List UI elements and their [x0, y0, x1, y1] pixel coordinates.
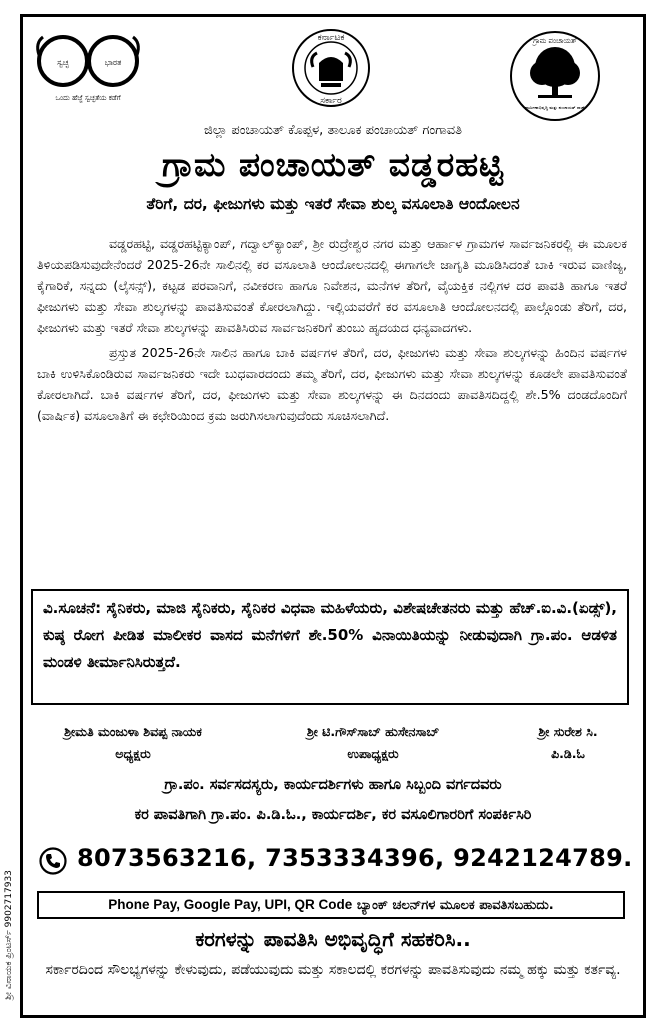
- signatory-role: ಅಧ್ಯಕ್ಷರು: [115, 746, 151, 761]
- signatory-role: ಪಿ.ಡಿ.ಓ: [551, 746, 585, 761]
- signatory-vice-president: [263, 721, 483, 765]
- panchayat-logo-bottom: ಗ್ರಾಮೀಣಾಭಿವೃದ್ಧಿ ಮತ್ತು ಪಂಚಾಯತ್ ರಾಜ್: [525, 105, 585, 110]
- swachh-tagline: ಒಂದು ಹೆಜ್ಜೆ ಸ್ವಚ್ಛತೆಯ ಕಡೆಗೆ: [55, 94, 121, 102]
- payment-methods-box: [37, 891, 625, 919]
- signatory-president: [43, 721, 223, 765]
- notice-page: [20, 14, 646, 1018]
- signatory-pdo: [503, 721, 633, 765]
- bharat-word: ಭಾರತ: [104, 58, 122, 67]
- swachh-bharat-logo: [33, 31, 143, 109]
- phone-numbers: 8073563216, 7353334396, 9242124789.: [77, 844, 633, 872]
- karnataka-emblem: [291, 23, 371, 113]
- tree-icon: [508, 29, 602, 123]
- signatory-name: ಶ್ರೀ ಸುರೇಶ ಸಿ.: [538, 724, 598, 739]
- page-subtitle: ತೆರಿಗೆ, ದರ, ಫೀಜುಗಳು ಮತ್ತು ಇತರೆ ಸೇವಾ ಶುಲ್ಕ ವಸೂಲಾತಿ ಆಂದೋಲನ: [146, 195, 520, 213]
- footer-text: ಸರ್ಕಾರದಿಂದ ಸೌಲಭ್ಯಗಳನ್ನು ಕೇಳುವುದು, ಪಡೆಯುವುದು ಮತ್ತು ಸಕಾಲದಲ್ಲಿ ಕರಗಳನ್ನು ಪಾವತಿಸುವುದು ನಮ್ಮ ಹಕ್ಕು ಮತ್ತು ಕರ್ತವ್ಯ.: [45, 962, 621, 978]
- slogan: ಕರಗಳನ್ನು ಪಾವತಿಸಿ ಅಭಿವೃದ್ಧಿಗೆ ಸಹಕರಿಸಿ..: [195, 927, 471, 951]
- emblem-bottom-text: ಸರ್ಕಾರ: [320, 96, 342, 106]
- page-title: ಗ್ರಾಮ ಪಂಚಾಯತ್ ವಡ್ಡರಹಟ್ಟಿ: [162, 145, 504, 184]
- printer-credit-strip: [2, 850, 16, 1020]
- phone-numbers-row: [33, 841, 633, 881]
- payment-text: ಬ್ಯಾಂಕ್ ಚಲನ್‌ಗಳ ಮೂಲಕ ಪಾವತಿಸಬಹುದು.: [356, 898, 554, 913]
- body-paragraph-2: ಪ್ರಸ್ತುತ 2025-26ನೇ ಸಾಲಿನ ಹಾಗೂ ಬಾಕಿ ವರ್ಷಗಳ ತೆರಿಗೆ, ದರ, ಫೀಜುಗಳು ಮತ್ತು ಸೇವಾ ಶುಲ್ಕಗಳನ್ನು ಹಿಂದಿನ ವರ್ಷಗಳ ಬಾಕಿ ಉಳಿಸಿಕೊಂಡಿರುವ ಸಾರ್ವಜನಿಕರು ಇದೇ ಬುಧವಾರದಂದು ತಮ್ಮ ತೆರಿಗೆ, ದರ, ಫೀಜುಗಳು ಮತ್ತು ಸೇವಾ ಶುಲ್ಕಗಳನ್ನು ಕೂಡಲೇ ಪಾವತಿಸುವಂತೆ ಕೋರಲಾಗಿದೆ. ಬಾಕಿ ವರ್ಷಗಳ ತೆರಿಗೆ, ದರ, ಫೀಜುಗಳು ಮತ್ತು ಸೇವಾ ಶುಲ್ಕಗಳನ್ನು ಈ ದಿನದಂದು ಪಾವತಿಸದಿದ್ದಲ್ಲಿ ಶೇ.5% ದಂಡದೊಂದಿಗೆ (ವಾರ್ಷಿಕ) ವಸೂಲಾತಿಗೆ ಈ ಕಛೇರಿಯಿಂದ ಕ್ರಮ ಜರುಗಿಸಲಾಗುವುದೆಂದು ಸೂಚಿಸಲಾಗಿದೆ.: [37, 345, 627, 423]
- grama-panchayat-logo: [508, 29, 602, 123]
- signatory-name: ಶ್ರೀ ಟಿ.ಗೌಸ್‌ಸಾಬ್ ಹುಸೇನಸಾಬ್: [306, 724, 440, 739]
- payment-methods: Phone Pay, Google Pay, UPI, QR Code: [108, 897, 353, 912]
- special-notice-box: ವಿ.ಸೂಚನೆ: ಸೈನಿಕರು, ಮಾಜಿ ಸೈನಿಕರು, ಸೈನಿಕರ ವಿಧವಾ ಮಹಿಳೆಯರು, ವಿಶೇಷಚೇತನರು ಮತ್ತು ಹೆಚ್.ಐ.ವಿ.(ಏಡ್ಸ್), ಕುಷ್ಠ ರೋಗ ಪೀಡಿತ ಮಾಲೀಕರ ವಾಸದ ಮನೆಗಳಿಗೆ ಶೇ.50% ವಿನಾಯಿತಿಯನ್ನು ನೀಡುವುದಾಗಿ ಗ್ರಾ.ಪಂ. ಆಡಳಿತ ಮಂಡಳಿ ತೀರ್ಮಾನಿಸಿರುತ್ತದೆ.: [31, 589, 629, 705]
- signatory-role: ಉಪಾಧ್ಯಕ್ಷರು: [347, 746, 399, 761]
- printer-credit-text: ಶ್ರೀ ವಿನಾಯಕ ಪ್ರಿಂಟರ್ಸ್ 9902717933: [4, 870, 14, 1000]
- swachh-word: ಸ್ವಚ್ಛ: [57, 58, 69, 67]
- phone-icon: [39, 847, 67, 875]
- emblem-top-text: ಕರ್ನಾಟಕ: [317, 33, 345, 43]
- spectacles-icon: [33, 31, 143, 93]
- body-paragraph-1: ವಡ್ಡರಹಟ್ಟಿ, ವಡ್ಡರಹಟ್ಟಿಕ್ಯಾಂಪ್, ಗದ್ವಾಲ್‌ಕ್ಯಾಂಪ್, ಶ್ರೀ ರುದ್ರೇಶ್ವರ ನಗರ ಮತ್ತು ಆರ್ಹಾಳ ಗ್ರಾಮಗಳ ಸಾರ್ವಜನಿಕರಲ್ಲಿ ಈ ಮೂಲಕ ತಿಳಿಯಪಡಿಸುವುದೇನೆಂದರೆ 2025-26ನೇ ಸಾಲಿನಲ್ಲಿ ಕರ ವಸೂಲಾತಿ ಆಂದೋಲನದಲ್ಲಿ ಈಗಾಗಲೇ ಜಾಗೃತಿ ಮೂಡಿಸಿದಂತೆ ಬಾಕಿ ಇರುವ ವಾಣಿಜ್ಯ, ಕೈಗಾರಿಕೆ, ಸನ್ನದು (ಲೈಸನ್ಸ್), ಕಟ್ಟಡ ಪರವಾನಿಗೆ, ನವೀಕರಣ ಹಾಗೂ ನಿವೇಶನ, ಮನೆಗಳ ತೆರಿಗೆ, ವೈಯಕ್ತಿಕ ನಲ್ಲಿಗಳ ದರ ಪಾವತಿ ಹಾಗೂ ಇತರೆ ಫೀಜುಗಳು ಮತ್ತು ಸೇವಾ ಶುಲ್ಕಗಳನ್ನು ಪಾವತಿಸುವಂತೆ ಕೋರಲಾಗಿದ್ದು. ಇಲ್ಲಿಯವರೆಗೆ ಕರ ವಸೂಲಾತಿ ಆಂದೋಲನದಲ್ಲಿ ಪಾಲ್ಗೊಂಡು ತೆರಿಗೆ, ದರ, ಫೀಜುಗಳು ಮತ್ತು ಇತರೆ ಸೇವಾ ಶುಲ್ಕಗಳನ್ನು ಪಾವತಿಸಿರುವ ಸಾರ್ವಜನಿಕರಿಗೆ ತುಂಬು ಹೃದಯದ ಧನ್ಯವಾದಗಳು.: [37, 236, 627, 335]
- emblem-icon: [291, 23, 371, 113]
- contact-line: ಕರ ಪಾವತಿಗಾಗಿ ಗ್ರಾ.ಪಂ. ಪಿ.ಡಿ.ಓ., ಕಾರ್ಯದರ್ಶಿ, ಕರ ವಸೂಲಿಗಾರರಿಗೆ ಸಂಪರ್ಕಿಸಿರಿ: [134, 807, 532, 823]
- notice-body: [37, 233, 627, 430]
- logo-row: [23, 17, 643, 115]
- members-line: ಗ್ರಾ.ಪಂ. ಸರ್ವಸದಸ್ಯರು, ಕಾರ್ಯದರ್ಶಿಗಳು ಹಾಗೂ ಸಿಬ್ಬಂದಿ ವರ್ಗದವರು: [164, 777, 502, 793]
- panchayat-logo-top: ಗ್ರಾಮ ಪಂಚಾಯತ್: [533, 37, 577, 45]
- district-line: ಜಿಲ್ಲಾ ಪಂಚಾಯತ್ ಕೊಪ್ಪಳ, ತಾಲೂಕ ಪಂಚಾಯತ್ ಗಂಗಾವತಿ: [203, 123, 462, 138]
- signatory-name: ಶ್ರೀಮತಿ ಮಂಜುಳಾ ಶಿವಪ್ಪ ನಾಯಕ: [64, 724, 202, 739]
